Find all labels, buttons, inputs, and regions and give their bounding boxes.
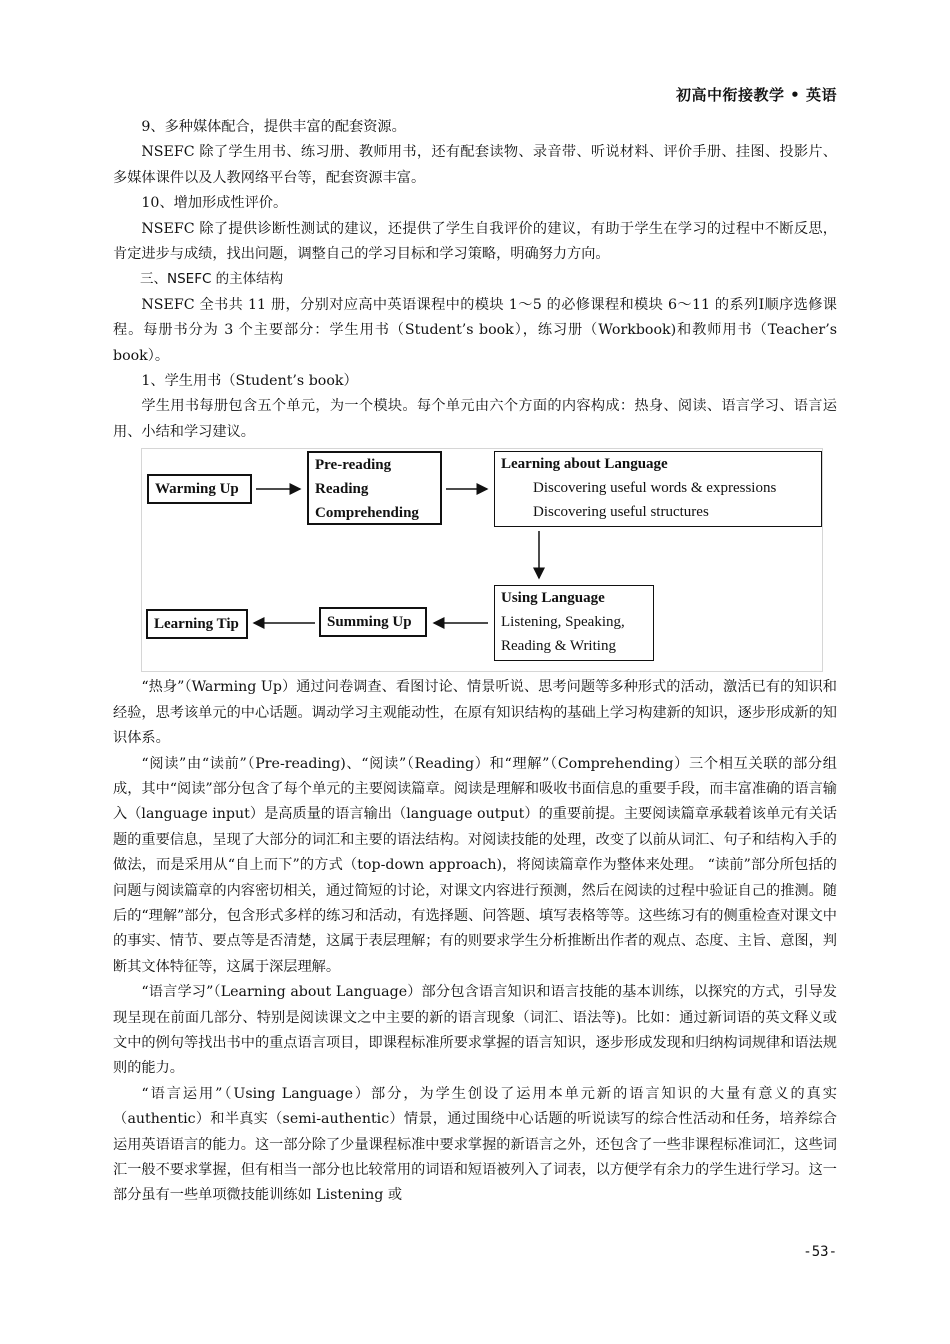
paragraph: “阅读”由“读前”（Pre-reading)、“阅读”（Reading）和“理解”（Comprehending）三个相互关联的部分组成，其中“阅读”部分包含了每个单元的主要阅读篇章。阅读是理解和吸收书面信息的重要手段，而丰富准确的语言输入（language input）是高质量的语言输出（language output）的重要前提。主要阅读篇章承载着该单元有关话题的重要信息，呈现了大部分的词汇和主要的语法结构。对阅读技能的处理，改变了以前从词汇、句子和结构入手的做法，而是采用从“自上而下”的方式（top-down approach)，将阅读篇章作为整体来处理。 “读前”部分所包括的问题与阅读篇章的内容密切相关，通过简短的讨论，对课文内容进行预测，然后在阅读的过程中验证自己的推测。随后的“理解”部分，包含形式多样的练习和活动，有选择题、问答题、填写表格等等。这些练习有的侧重检查对课文中的事实、情节、要点等是否清楚，这属于表层理解；有的则要求学生分析推断出作者的观点、态度、主旨、意图，判断其文体特征等，这属于深层理解。 bbox=[113, 755, 837, 975]
paragraph: NSEFC 除了学生用书、练习册、教师用书，还有配套读物、录音带、听说材料、评价手册、挂图、投影片、多媒体课件以及人教网络平台等，配套资源丰富。 bbox=[113, 144, 837, 186]
paragraph: NSEFC 除了提供诊断性测试的建议，还提供了学生自我评价的建议，有助于学生在学习的过程中不断反思，肯定进步与成绩，找出问题，调整自己的学习目标和学习策略，明确努力方向。 bbox=[113, 220, 837, 263]
paragraph: “热身”（Warming Up）通过问卷调查、看图讨论、情景听说、思考问题等多种形式的活动，激活已有的知识和经验，思考该单元的中心话题。调动学习主观能动性，在原有知识结构的基础上学习构建新的知识，逐步形成新的知识体系。 bbox=[113, 679, 837, 747]
box-learning-tip: Learning Tip bbox=[146, 609, 248, 639]
running-header: 初高中衔接教学 • 英语 bbox=[675, 86, 837, 104]
label-reading-writing: Reading & Writing bbox=[501, 638, 616, 655]
section-heading: 三、NSEFC 的主体结构 bbox=[140, 271, 284, 288]
paragraph: 9、多种媒体配合，提供丰富的配套资源。 bbox=[141, 119, 406, 135]
page-body bbox=[113, 115, 837, 1209]
paragraph: “语言运用”（Using Language）部分，为学生创设了运用本单元新的语言知识的大量有意义的真实（authentic）和半真实（semi-authentic）情景，通过围绕中心话题的听说读写的综合性活动和任务，培养综合运用英语语言的能力。这一部分除了少量课程标准中要求掌握的新语言之外，还包含了一些非课程标准词汇，这些词汇一般不要求掌握，但有相当一部分也比较常用的词语和短语被列入了词表，以方便学有余力的学生进行学习。这一部分虽有一些单项微技能训练如 Listening 或 bbox=[113, 1085, 837, 1204]
label-using-language: Using Language bbox=[501, 590, 605, 607]
unit-structure-diagram bbox=[141, 448, 823, 672]
label-listening-speaking: Listening, Speaking, bbox=[501, 614, 625, 631]
box-warming-up: Warming Up bbox=[147, 474, 252, 504]
label-discovering-words: Discovering useful words & expressions bbox=[533, 480, 777, 497]
paragraph: NSEFC 全书共 11 册，分别对应高中英语课程中的模块 1～5 的必修课程和模块 6～11 的系列Ⅰ顺序选修课程。每册书分为 3 个主要部分：学生用书（Student’s book），练习册（Workbook)和教师用书（Teacher’s book）。 bbox=[113, 296, 837, 364]
label-reading: Reading bbox=[315, 481, 369, 498]
box-summing-up: Summing Up bbox=[319, 607, 427, 637]
label-pre-reading: Pre-reading bbox=[315, 457, 392, 474]
paragraph: “语言学习”（Learning about Language）部分包含语言知识和语言技能的基本训练，以探究的方式，引导发现呈现在前面几部分、特别是阅读课文之中主要的新的语言现象（词汇、语法等)。比如：通过新词语的英文释义或文中的例句等找出书中的重点语言项目，即课程标准所要求掌握的语言知识，逐步形成发现和归纳构词规律和语法规则的能力。 bbox=[113, 984, 837, 1077]
label-learning-about-language: Learning about Language bbox=[501, 456, 668, 473]
page-number: -53- bbox=[803, 1244, 837, 1260]
diagram-arrows bbox=[142, 449, 822, 671]
paragraph: 学生用书每册包含五个单元，为一个模块。每个单元由六个方面的内容构成：热身、阅读、语言学习、语言运用、小结和学习建议。 bbox=[113, 398, 837, 440]
label-discovering-structures: Discovering useful structures bbox=[533, 504, 709, 521]
paragraph: 10、增加形成性评价。 bbox=[141, 195, 288, 212]
paragraph: 1、学生用书（Student’s book） bbox=[141, 373, 358, 390]
label-comprehending: Comprehending bbox=[315, 505, 419, 522]
